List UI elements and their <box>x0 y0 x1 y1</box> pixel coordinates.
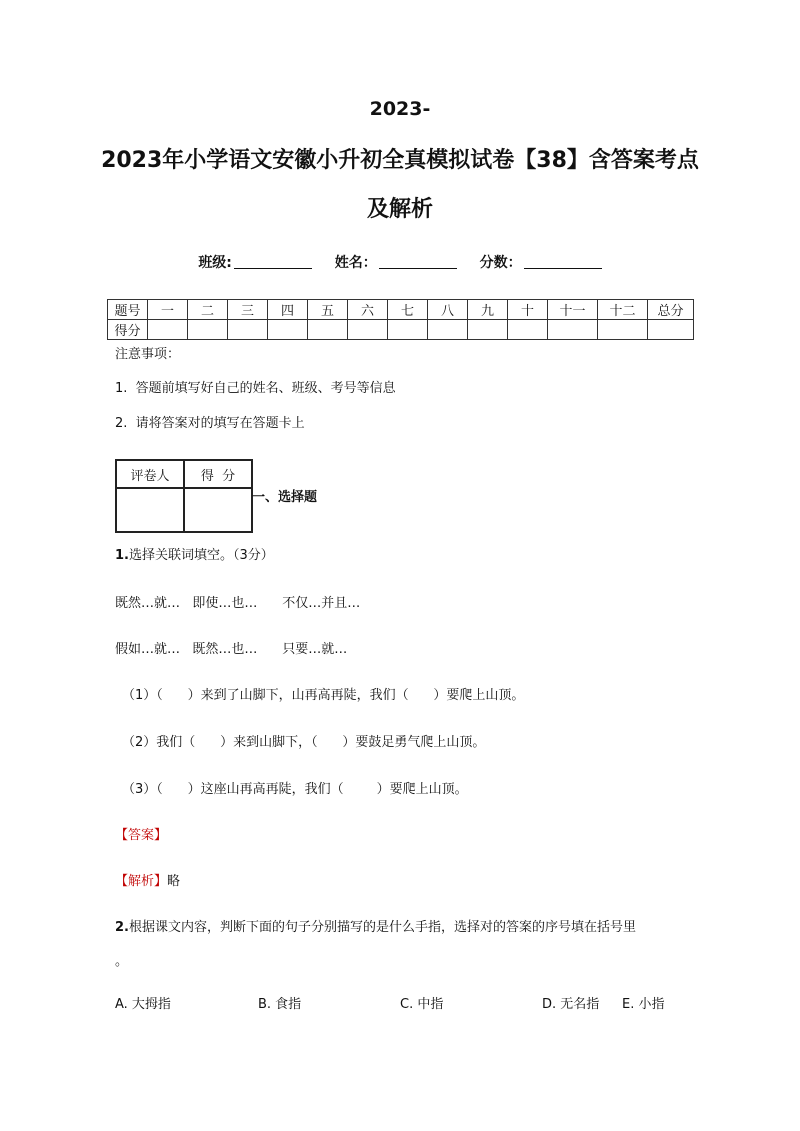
class-field[interactable] <box>234 254 312 269</box>
score-cell[interactable] <box>348 320 388 340</box>
score-cell[interactable] <box>148 320 188 340</box>
q2-choice[interactable]: B. 食指 <box>258 997 302 1012</box>
score-cell[interactable] <box>508 320 548 340</box>
grader-reviewer-label: 评卷人 <box>116 460 184 488</box>
grader-score-label: 得 分 <box>184 460 252 488</box>
score-cell[interactable] <box>648 320 694 340</box>
student-info <box>0 252 800 272</box>
score-cell[interactable] <box>428 320 468 340</box>
notice-title: 注意事项： <box>115 347 181 362</box>
score-header-cell: 四 <box>268 300 308 320</box>
score-cell[interactable] <box>468 320 508 340</box>
score-header-cell: 三 <box>228 300 268 320</box>
score-cell[interactable] <box>598 320 648 340</box>
q1-sentence-2: （2）我们（ ）来到山脚下，（ ）要鼓足勇气爬上山顶。 <box>122 735 486 750</box>
score-header-cell: 二 <box>188 300 228 320</box>
name-field[interactable] <box>379 254 457 269</box>
score-table-header-row <box>108 300 694 320</box>
grader-score-cell[interactable] <box>184 488 252 532</box>
question-1 <box>115 544 274 563</box>
q2-choice[interactable]: C. 中指 <box>400 997 444 1012</box>
q2-choice[interactable]: A. 大拇指 <box>115 997 171 1012</box>
q2-choice[interactable]: D. 无名指 <box>542 997 600 1012</box>
score-cell[interactable] <box>268 320 308 340</box>
section-title: 一、选择题 <box>252 490 318 505</box>
score-header-cell: 五 <box>308 300 348 320</box>
score-cell[interactable] <box>308 320 348 340</box>
score-header-cell: 十一 <box>548 300 598 320</box>
score-header-cell: 一 <box>148 300 188 320</box>
score-cell[interactable] <box>228 320 268 340</box>
score-header-cell: 总分 <box>648 300 694 320</box>
q1-sentence-1: （1）（ ）来到了山脚下，山再高再陡，我们（ ）要爬上山顶。 <box>122 688 525 703</box>
score-header-cell: 题号 <box>108 300 148 320</box>
q1-answer-label: 【答案】 <box>115 828 168 843</box>
score-header-cell: 八 <box>428 300 468 320</box>
class-label: 班级: <box>198 255 232 271</box>
q1-sentence-3: （3）（ ）这座山再高再陡，我们（ ）要爬上山顶。 <box>122 782 468 797</box>
score-header-cell: 九 <box>468 300 508 320</box>
q1-options-row-2: 假如…就… 既然…也… 只要…就… <box>115 642 348 657</box>
q1-options-row-1: 既然…就… 即使…也… 不仅…并且… <box>115 596 361 611</box>
name-label: 姓名： <box>334 255 377 271</box>
score-cell[interactable] <box>548 320 598 340</box>
q2-choice[interactable]: E. 小指 <box>622 997 665 1012</box>
title-line-1: 2023- <box>369 98 431 120</box>
notice-item: 1. 答题前填写好自己的姓名、班级、考号等信息 <box>115 381 396 396</box>
notice-item: 2. 请将答案对的填写在答题卡上 <box>115 416 305 431</box>
question-2-text: 根据课文内容，判断下面的句子分别描写的是什么手指，选择对的答案的序号填在括号里 <box>128 920 636 935</box>
question-2-number: 2. <box>115 920 129 935</box>
title-line-3: 及解析 <box>366 197 433 222</box>
score-table <box>107 299 694 340</box>
grader-table <box>115 459 253 533</box>
question-1-number: 1. <box>115 548 129 563</box>
score-header-cell: 十 <box>508 300 548 320</box>
score-header-cell: 十二 <box>598 300 648 320</box>
grader-reviewer-cell[interactable] <box>116 488 184 532</box>
q1-explanation <box>115 870 180 889</box>
title-line-2: 2023年小学语文安徽小升初全真模拟试卷【38】含答案考点 <box>101 148 699 173</box>
q1-explanation-text: 略 <box>167 874 181 889</box>
question-2-tail: 。 <box>115 954 129 969</box>
score-row-label: 得分 <box>108 320 148 340</box>
score-cell[interactable] <box>388 320 428 340</box>
score-cell[interactable] <box>188 320 228 340</box>
score-field[interactable] <box>524 254 602 269</box>
question-2 <box>115 916 685 935</box>
question-1-text: 选择关联词填空。（3分） <box>128 548 274 563</box>
score-header-cell: 七 <box>388 300 428 320</box>
score-header-cell: 六 <box>348 300 388 320</box>
score-table-score-row <box>108 320 694 340</box>
score-label: 分数： <box>479 255 522 271</box>
q1-explanation-label: 【解析】 <box>115 874 168 889</box>
